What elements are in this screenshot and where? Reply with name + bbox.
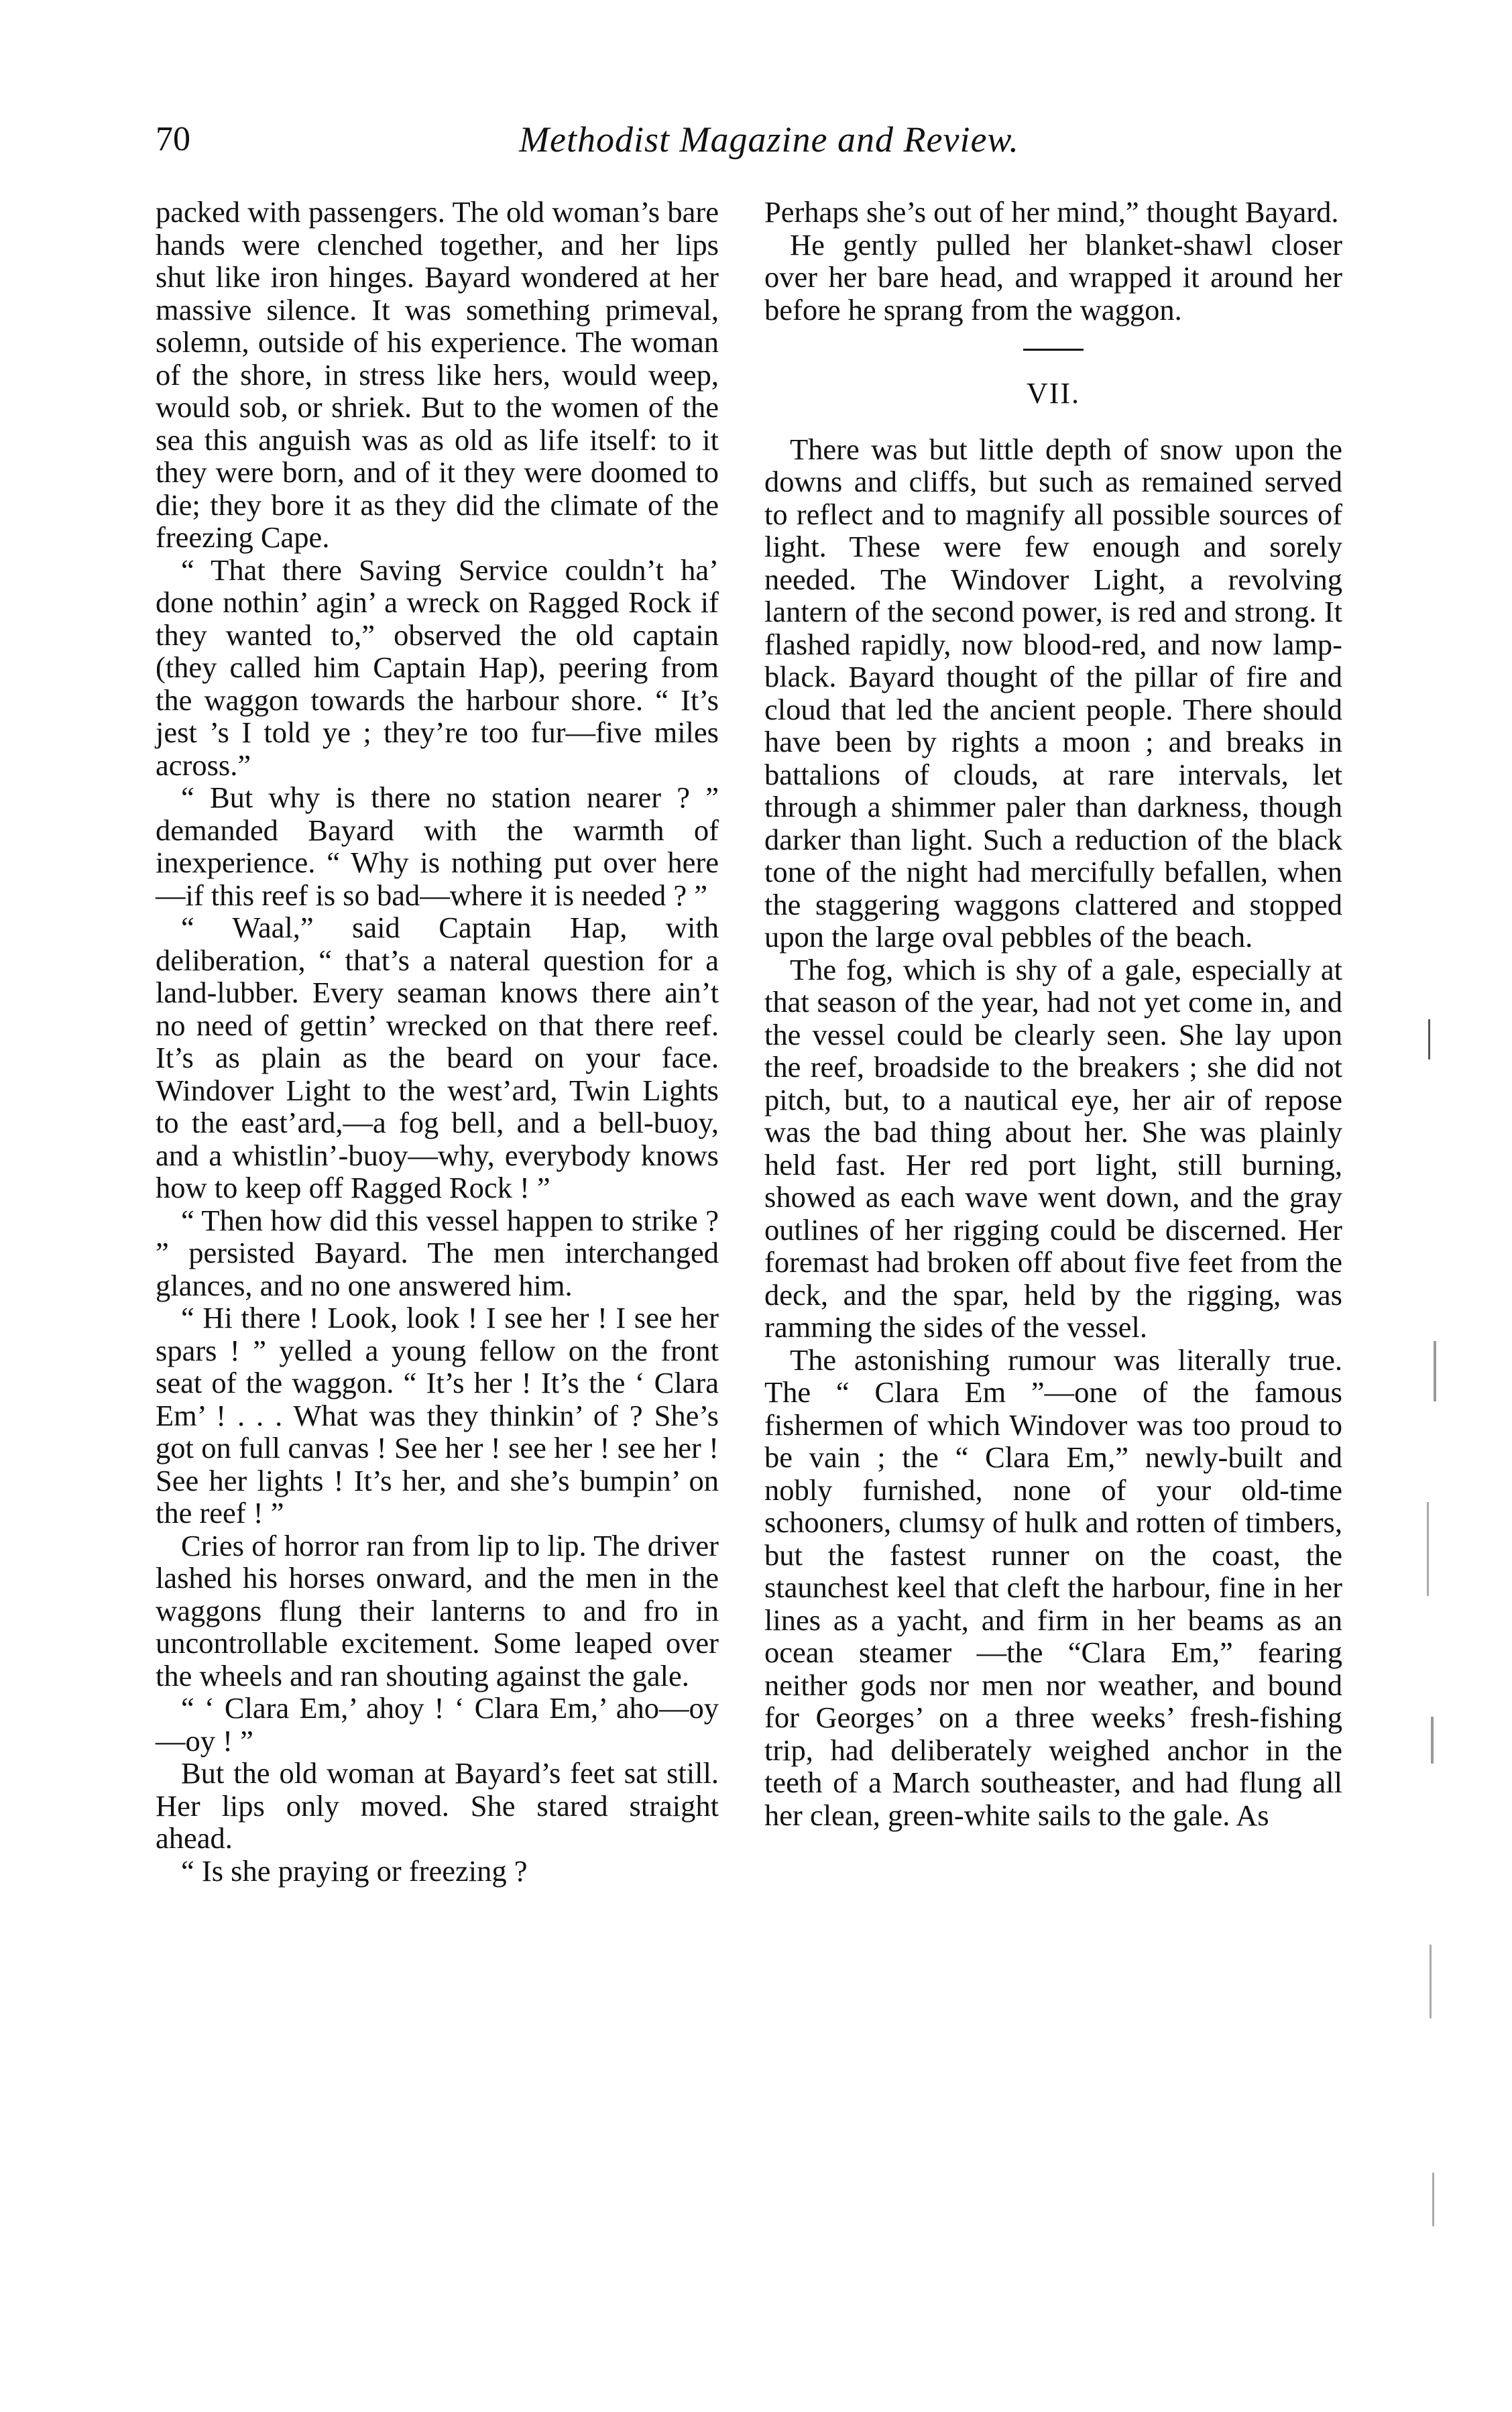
paragraph: “ Is she praying or freezing ? xyxy=(181,1853,528,1888)
paragraph: Cries of horror ran from lip to lip. The driver lashed his horses onward, and the men in the waggons flung their lanterns to and fro in uncontrollable excitement. Some leaped over the wheels and ran shouting against the gale. xyxy=(156,1528,719,1692)
paragraph: The fog, which is shy of a gale, especially at that season of the year, had not yet come in, and the vessel could be clearly seen. She lay upon the reef, broadside to the breakers ; she did not pitch, but, to a nautical eye, her air of repose was the bad thing about her. She was plainly held fast. Her red port light, still burning, showed as each wave went down, and the gray outlines of her rigging could be discerned. Her foremast had broken off about five feet from the deck, and the spar, held by the rigging, was ramming the sides of the vessel. xyxy=(764,952,1342,1344)
paragraph: There was but little depth of snow upon the downs and cliffs, but such as remained served to reflect and to magnify all possible sources of light. These were few enough and sorely needed. The Windover Light, a revolving lantern of the second power, is red and strong. It flashed rapidly, now blood-red, and now lamp-black. Bayard thought of the pillar of fire and cloud that led the ancient people. There should have been by rights a moon ; and breaks in battalions of clouds, at rare intervals, let through a shimmer paler than darkness, though darker than light. Such a reduction of the black tone of the night had mercifully befallen, when the staggering waggons clattered and stopped upon the large oval pebbles of the beach. xyxy=(764,432,1342,954)
margin-scan-noise xyxy=(1415,992,1455,2266)
left-column xyxy=(156,196,719,1887)
paragraph: “ ‘ Clara Em,’ ahoy ! ‘ Clara Em,’ aho—oy—oy ! ” xyxy=(156,1691,719,1758)
right-column xyxy=(764,196,1342,1831)
paragraph: “ Waal,” said Captain Hap, with deliberation, “ that’s a nateral question for a land-lubber. Every seaman knows there ain’t no need of gettin’ wrecked on that there reef. It’s as plain as the beard on your face. Windover Light to the west’ard, Twin Lights to the east’ard,—a fog bell, and a bell-buoy, and a whistlin’-buoy—why, everybody knows how to keep off Ragged Rock ! ” xyxy=(156,911,719,1204)
running-title: Methodist Magazine and Review. xyxy=(519,119,1019,160)
section-heading: VII. xyxy=(1026,377,1081,410)
paragraph: “ That there Saving Service couldn’t ha’ done nothin’ agin’ a wreck on Ragged Rock if they wanted to,” observed the old captain (they called him Captain Hap), peering from the waggon towards the harbour shore. “ It’s jest ’s I told ye ; they’re too fur—five miles across.” xyxy=(156,553,719,782)
page-header xyxy=(156,113,1383,166)
paragraph: The astonishing rumour was literally true. The “ Clara Em ”—one of the famous fishermen of which Windover was too proud to be vain ; the “ Clara Em,” newly-built and nobly furnished, none of your old-time schooners, clumsy of hulk and rotten of timbers, but the fastest runner on the coast, the staunchest keel that cleft the harbour, fine in her lines as a yacht, and firm in her beams as an ocean steamer —the “Clara Em,” fearing neither gods nor men nor weather, and bound for Georges’ on a three weeks’ fresh-fishing trip, had deliberately weighed anchor in the teeth of a March southeaster, and had flung all her clean, green-white sails to the gale. As xyxy=(764,1342,1342,1832)
paragraph: “ Hi there ! Look, look ! I see her ! I see her spars ! ” yelled a young fellow on the front seat of the waggon. “ It’s her ! It’s the ‘ Clara Em’ ! . . . What was they thinkin’ of ? She’s got on full canvas ! See her ! see her ! see her ! See her lights ! It’s her, and she’s bumpin’ on the reef ! ” xyxy=(156,1301,719,1530)
paragraph: packed with passengers. The old woman’s bare hands were clenched together, and her lips shut like iron hinges. Bayard wondered at her massive silence. It was something primeval, solemn, outside of his experience. The woman of the shore, in stress like hers, would weep, would sob, or shriek. But to the women of the sea this anguish was as old as life itself: to it they were born, and of it they were doomed to die; they bore it as they did the climate of the freezing Cape. xyxy=(156,195,719,554)
paragraph: He gently pulled her blanket-shawl closer over her bare head, and wrapped it around her before he sprang from the waggon. xyxy=(764,227,1342,327)
paragraph: Perhaps she’s out of her mind,” thought Bayard. xyxy=(764,195,1339,229)
page-number: 70 xyxy=(156,120,190,158)
paragraph: “ But why is there no station nearer ? ” demanded Bayard with the warmth of inexperience. “ Why is nothing put over here—if this reef is so bad—where it is needed ? ” xyxy=(156,781,719,912)
paragraph: But the old woman at Bayard’s feet sat still. Her lips only moved. She stared straight ahead. xyxy=(156,1756,719,1855)
section-divider xyxy=(1023,349,1084,351)
paragraph: “ Then how did this vessel happen to strike ? ” persisted Bayard. The men interchanged glances, and no one answered him. xyxy=(156,1203,719,1302)
